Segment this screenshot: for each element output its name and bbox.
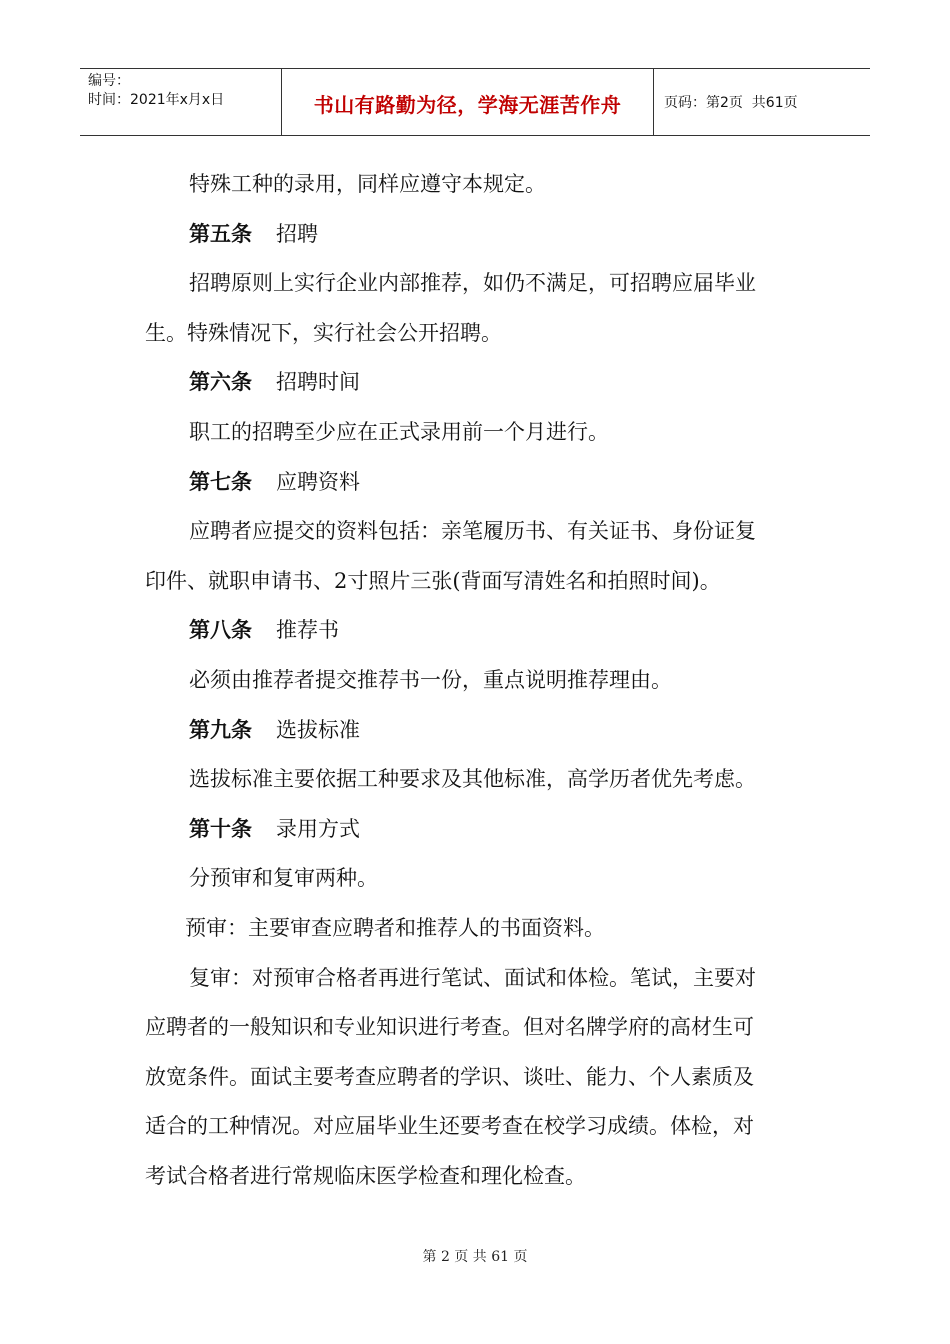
article-heading-5 [145,210,810,260]
article-number: 第十条 [189,816,252,841]
article-title: 推荐书 [276,618,339,643]
paragraph-continued: 生。特殊情况下，实行社会公开招聘。 [145,320,502,345]
paragraph: 必须由推荐者提交推荐书一份，重点说明推荐理由。 [189,667,672,692]
page-header [80,68,870,136]
paragraph: 预审：主要审查应聘者和推荐人的书面资料。 [185,915,605,940]
article-number: 第九条 [189,717,252,742]
header-number-label: 编号： [88,73,130,89]
header-time-label: 时间：2021年x月x日 [88,92,225,108]
paragraph-continued: 放宽条件。面试主要考查应聘者的学识、谈吐、能力、个人素质及 [145,1064,754,1089]
paragraph-continued: 应聘者的一般知识和专业知识进行考查。但对名牌学府的高材生可 [145,1015,754,1040]
article-heading-8 [145,606,810,656]
article-heading-6 [145,358,810,408]
paragraph: 职工的招聘至少应在正式录用前一个月进行。 [189,419,609,444]
article-heading-9 [145,706,810,756]
header-meta-cell [80,69,282,135]
document-body [145,160,810,1201]
header-page-label: 页码：第2页 共61页 [664,95,798,111]
paragraph: 选拔标准主要依据工种要求及其他标准，高学历者优先考虑。 [189,767,756,792]
article-title: 招聘 [276,221,318,246]
article-number: 第七条 [189,469,252,494]
article-number: 第八条 [189,618,252,643]
page-footer: 第 2 页 共 61 页 [422,1249,528,1265]
paragraph-continued: 适合的工种情况。对应届毕业生还要考查在校学习成绩。体检，对 [145,1114,754,1139]
paragraph: 招聘原则上实行企业内部推荐，如仍不满足，可招聘应届毕业 [189,271,756,296]
article-title: 录用方式 [276,816,360,841]
paragraph: 复审：对预审合格者再进行笔试、面试和体检。笔试，主要对 [189,965,756,990]
article-title: 招聘时间 [276,370,360,395]
article-title: 选拔标准 [276,717,360,742]
article-title: 应聘资料 [276,469,360,494]
article-number: 第六条 [189,370,252,395]
paragraph-continued: 考试合格者进行常规临床医学检查和理化检查。 [145,1163,586,1188]
paragraph: 特殊工种的录用，同样应遵守本规定。 [189,172,546,196]
paragraph-continued: 印件、就职申请书、2寸照片三张(背面写清姓名和拍照时间)。 [145,568,721,593]
header-page-cell [654,69,870,135]
header-motto: 书山有路勤为径，学海无涯苦作舟 [282,69,654,135]
article-heading-7 [145,458,810,508]
article-number: 第五条 [189,221,252,246]
article-heading-10 [145,805,810,855]
paragraph: 分预审和复审两种。 [189,866,378,891]
paragraph: 应聘者应提交的资料包括：亲笔履历书、有关证书、身份证复 [189,519,756,544]
